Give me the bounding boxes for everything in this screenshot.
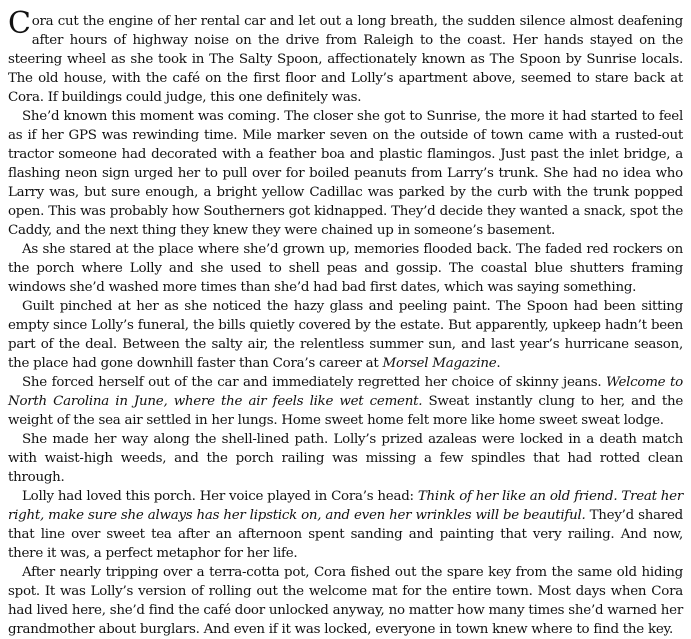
paragraph-8: After nearly tripping over a terra-cotta pot, Cora fished out the spare key from the same old hiding spot. It was Lolly’s version of rolling out the welcome mat for the entire town. Most days when Cora had lived here, she’d find the café door unlocked anyway, no matter how many times she’d warned her grandmother about burglars. And even if it was locked, everyone in town knew where to find the key. [8, 565, 683, 637]
paragraph-4 [8, 297, 683, 373]
paragraph-5-end: Sweat instantly clung to her, and the weight of the sea air settled in her lungs. Home sweet home felt more like home sweet sweat lodge. [8, 394, 683, 428]
paragraph-1 [8, 6, 683, 107]
paragraph-2: She’d known this moment was coming. The closer she got to Sunrise, the more it had started to feel as if her GPS was rewinding time. Mile marker seven on the outside of town came with a rusted-out tractor someone had decorated with a feather boa and plastic flamingos. Just past the inlet bridge, a flashing neon sign urged her to pull over for boiled peanuts from Larry’s trunk. She had no idea who Larry was, but sure enough, a bright yellow Cadillac was parked by the curb with the trunk popped open. This was probably how Southerners got kidnapped. They’d decide they wanted a snack, spot the Caddy, and the next thing they knew they were chained up in someone’s basement. [8, 109, 683, 238]
paragraph-5-text: She forced herself out of the car and immediately regretted her choice of skinny jeans. [22, 375, 607, 390]
inner-thought: Welcome to North Carolina in June, where the air feels like wet cement. [8, 375, 683, 409]
paragraph-4-text: Guilt pinched at her as she noticed the hazy glass and peeling paint. The Spoon had been sitting empty since Lolly’s funeral, the bills quietly covered by the estate. But apparently, upkeep hadn’t been part of the deal. Between the salty air, the relentless summer sun, and last year’s hurricane season, the place had gone downhill faster than Cora’s career at [8, 299, 683, 371]
paragraph-7 [8, 487, 683, 563]
magazine-title: Morsel Magazine [382, 356, 497, 371]
paragraph-6: She made her way along the shell-lined path. Lolly’s prized azaleas were locked in a death match with waist-high weeds, and the porch railing was missing a few spindles that had rotted clean through. [8, 432, 683, 485]
paragraph-5 [8, 373, 683, 430]
remembered-quote: Think of her like an old friend. Treat her right, make sure she always has her lipstick on, and even her wrinkles will be beautiful. [8, 489, 684, 523]
paragraph-7-end: They’d shared that line over sweet tea after an afternoon spent sanding and painting that very railing. And now, there it was, a perfect metaphor for her life. [8, 508, 684, 561]
paragraph-7-text: Lolly had loved this porch. Her voice played in Cora’s head: [22, 489, 418, 504]
paragraph-3: As she stared at the place where she’d grown up, memories flooded back. The faded red rockers on the porch where Lolly and she used to shell peas and gossip. The coastal blue shutters framing windows she’d washed more times than she’d had bad first dates, which was saying something. [8, 242, 683, 295]
paragraph-4-end: . [496, 356, 501, 371]
paragraph-1-text: ora cut the engine of her rental car and let out a long breath, the sudden silence almost deafening after hours of highway noise on the drive from Raleigh to the coast. Her hands stayed on the steering wheel as she took in The Salty Spoon, affectionately known as The Spoon by Sunrise locals. The old house, with the café on the first floor and Lolly’s apartment above, seemed to stare back at Cora. If buildings could judge, this one definitely was. [8, 14, 683, 105]
drop-cap: C [8, 6, 31, 41]
